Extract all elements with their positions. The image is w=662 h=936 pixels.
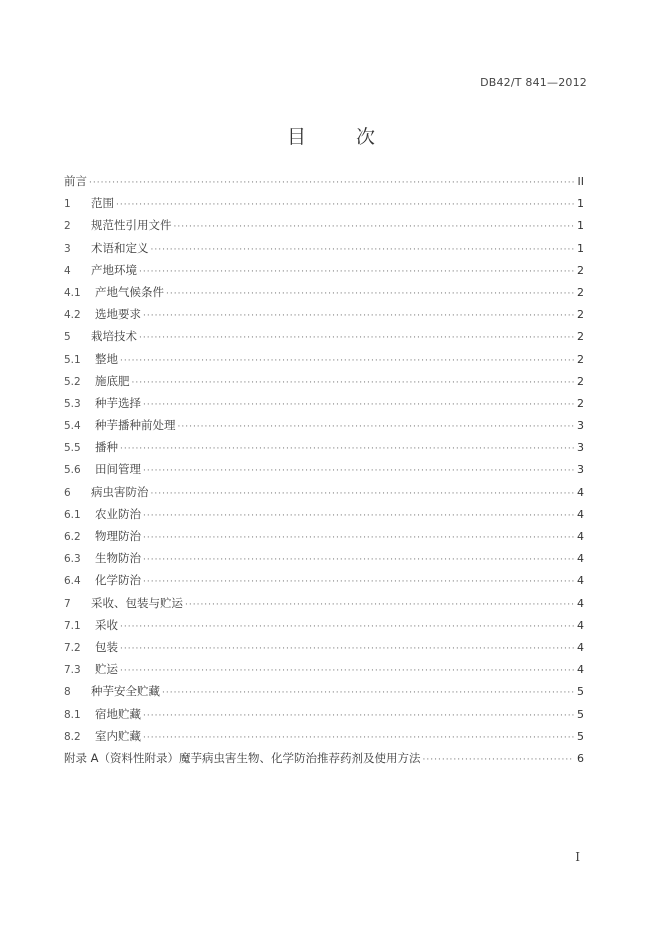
toc-entry-number: 2: [64, 220, 71, 233]
toc-entry[interactable]: [64, 392, 584, 414]
toc-leader-dots: [132, 372, 575, 394]
toc-entry-label: 种芋播种前处理: [95, 418, 176, 433]
toc-entry-number: 1: [64, 198, 71, 211]
toc-entry-page: 4: [577, 663, 584, 677]
toc-entry-label: 整地: [95, 351, 118, 366]
toc-leader-dots: [120, 660, 574, 682]
toc-entry-label: 术语和定义: [91, 240, 149, 255]
toc-entry-page: 4: [577, 552, 584, 566]
toc-entry-number: 8: [64, 686, 71, 699]
toc-entry-number: 7: [64, 597, 71, 610]
toc-entry-page: 4: [577, 507, 584, 521]
toc-leader-dots: [143, 571, 574, 593]
toc-entry-number: 5.1: [64, 353, 81, 366]
toc-entry-number: 5.5: [64, 442, 81, 455]
toc-entry-number: 6.2: [64, 531, 81, 543]
toc-entry[interactable]: [64, 303, 584, 325]
toc-entry-label: 农业防治: [95, 506, 141, 521]
toc-entry-label: 采收、包装与贮运: [91, 595, 183, 610]
toc-entry[interactable]: [64, 503, 584, 525]
toc-entry[interactable]: [64, 703, 584, 725]
toc-entry[interactable]: [64, 725, 584, 747]
toc-entry-page: 2: [577, 396, 584, 410]
toc-entry-number: 4.2: [64, 309, 81, 322]
toc-entry[interactable]: [64, 414, 584, 436]
toc-leader-dots: [174, 216, 575, 238]
toc-entry-label: 物理防治: [95, 529, 141, 543]
toc-leader-dots: [143, 705, 574, 727]
toc-entry[interactable]: [64, 636, 584, 658]
toc-entry-number: 4.1: [64, 286, 81, 299]
toc-entry-label: 产地气候条件: [95, 284, 164, 299]
toc-entry-label: 田间管理: [95, 462, 141, 477]
page-number: I: [575, 850, 580, 864]
toc-entry-page: 4: [577, 618, 584, 632]
toc-entry-page: 3: [577, 463, 584, 477]
toc-entry-page: 2: [577, 263, 584, 277]
toc-entry-label: 规范性引用文件: [91, 218, 172, 233]
toc-entry-number: 6: [64, 486, 71, 499]
toc-entry[interactable]: [64, 370, 584, 392]
toc-entry-label: 化学防治: [95, 573, 141, 588]
toc-leader-dots: [120, 438, 574, 460]
toc-entry-page: 5: [577, 707, 584, 721]
toc-leader-dots: [143, 527, 574, 549]
toc-entry-page: 4: [577, 574, 584, 588]
document-id: DB42/T 841—2012: [480, 76, 587, 89]
toc-entry[interactable]: [64, 348, 584, 370]
toc-entry-number: 4: [64, 264, 71, 277]
toc-entry-label: 包装: [95, 639, 118, 654]
toc-leader-dots: [178, 416, 575, 438]
toc-entry-label: 采收: [95, 617, 118, 632]
toc-leader-dots: [143, 727, 574, 749]
toc-entry[interactable]: [64, 237, 584, 259]
toc-entry-page: 4: [577, 485, 584, 499]
toc-entry-number: 6.4: [64, 575, 81, 588]
toc-entry-page: 1: [577, 197, 584, 211]
toc-leader-dots: [185, 594, 574, 616]
toc-entry-label: 贮运: [95, 662, 118, 677]
toc-leader-dots: [139, 327, 574, 349]
toc-entry-page: 1: [577, 219, 584, 233]
toc-entry[interactable]: [64, 281, 584, 303]
toc-entry-number: 7.1: [64, 619, 81, 632]
toc-entry[interactable]: [64, 525, 584, 547]
toc-entry-number: 8.2: [64, 730, 81, 743]
toc-entry-page: 5: [577, 685, 584, 699]
toc-leader-dots: [139, 261, 574, 283]
toc-entry-page: 2: [577, 308, 584, 322]
toc-entry[interactable]: [64, 747, 584, 769]
toc-entry[interactable]: [64, 547, 584, 569]
toc-entry-label: 播种: [95, 440, 118, 455]
toc-title: 目 次: [286, 126, 398, 148]
toc-entry-page: 6: [577, 751, 584, 765]
toc-entry-number: 7.2: [64, 641, 81, 654]
toc-entry-page: 4: [577, 640, 584, 654]
toc-entry-number: 3: [64, 242, 71, 255]
toc-entry[interactable]: [64, 569, 584, 591]
toc-entry-label: 病虫害防治: [91, 484, 149, 499]
toc-leader-dots: [120, 350, 574, 372]
toc-leader-dots: [116, 194, 574, 216]
toc-leader-dots: [423, 749, 574, 771]
toc-entry-label: 施底肥: [95, 373, 130, 388]
toc-entry-number: 7.3: [64, 664, 81, 677]
toc-leader-dots: [143, 394, 574, 416]
table-of-contents: [64, 170, 584, 769]
toc-entry-page: 2: [577, 352, 584, 366]
toc-entry-label: 附录 A（资料性附录）魔芋病虫害生物、化学防治推荐药剂及使用方法: [64, 750, 421, 765]
toc-leader-dots: [143, 460, 574, 482]
toc-entry[interactable]: [64, 170, 584, 192]
toc-entry-page: 2: [577, 330, 584, 344]
toc-leader-dots: [120, 616, 574, 638]
toc-entry-label: 选地要求: [95, 307, 141, 322]
toc-entry[interactable]: [64, 680, 584, 702]
toc-entry-label: 产地环境: [91, 262, 137, 277]
toc-leader-dots: [120, 638, 574, 660]
toc-entry-label: 栽培技术: [91, 329, 137, 344]
toc-entry-page: 5: [577, 729, 584, 743]
toc-entry-page: 1: [577, 241, 584, 255]
toc-entry[interactable]: [64, 259, 584, 281]
toc-entry-page: 4: [577, 530, 584, 543]
toc-entry[interactable]: [64, 436, 584, 458]
toc-entry-number: 8.1: [64, 708, 81, 721]
toc-leader-dots: [151, 239, 575, 261]
toc-entry[interactable]: [64, 458, 584, 480]
toc-entry-page: 4: [577, 596, 584, 610]
toc-entry-number: 6.1: [64, 508, 81, 521]
toc-entry[interactable]: [64, 592, 584, 614]
toc-leader-dots: [143, 549, 574, 571]
toc-leader-dots: [89, 172, 574, 194]
toc-entry-number: 5: [64, 331, 71, 344]
toc-entry-page: 3: [577, 419, 584, 433]
toc-leader-dots: [143, 305, 574, 327]
toc-entry-number: 5.2: [64, 375, 81, 388]
toc-entry-label: 室内贮藏: [95, 728, 141, 743]
toc-entry[interactable]: [64, 614, 584, 636]
toc-entry-number: 5.4: [64, 420, 81, 433]
toc-entry[interactable]: [64, 214, 584, 236]
toc-entry-label: 宿地贮藏: [95, 706, 141, 721]
toc-entry[interactable]: [64, 481, 584, 503]
toc-entry-number: 6.3: [64, 553, 81, 566]
toc-entry[interactable]: [64, 325, 584, 347]
toc-leader-dots: [151, 483, 575, 505]
toc-entry-label: 种芋安全贮藏: [91, 684, 160, 699]
toc-entry-label: 前言: [64, 174, 87, 188]
toc-leader-dots: [166, 283, 574, 305]
toc-entry-label: 种芋选择: [95, 395, 141, 410]
toc-entry-page: 2: [577, 285, 584, 299]
toc-entry-label: 生物防治: [95, 551, 141, 566]
toc-entry-number: 5.6: [64, 464, 81, 477]
toc-entry-page: 2: [577, 374, 584, 388]
toc-entry[interactable]: [64, 192, 584, 214]
toc-entry-page: 3: [577, 441, 584, 455]
toc-entry-number: 5.3: [64, 397, 81, 410]
toc-entry-page: II: [577, 175, 584, 188]
toc-entry-label: 范围: [91, 196, 114, 211]
toc-entry[interactable]: [64, 658, 584, 680]
toc-leader-dots: [162, 682, 574, 704]
toc-leader-dots: [143, 505, 574, 527]
